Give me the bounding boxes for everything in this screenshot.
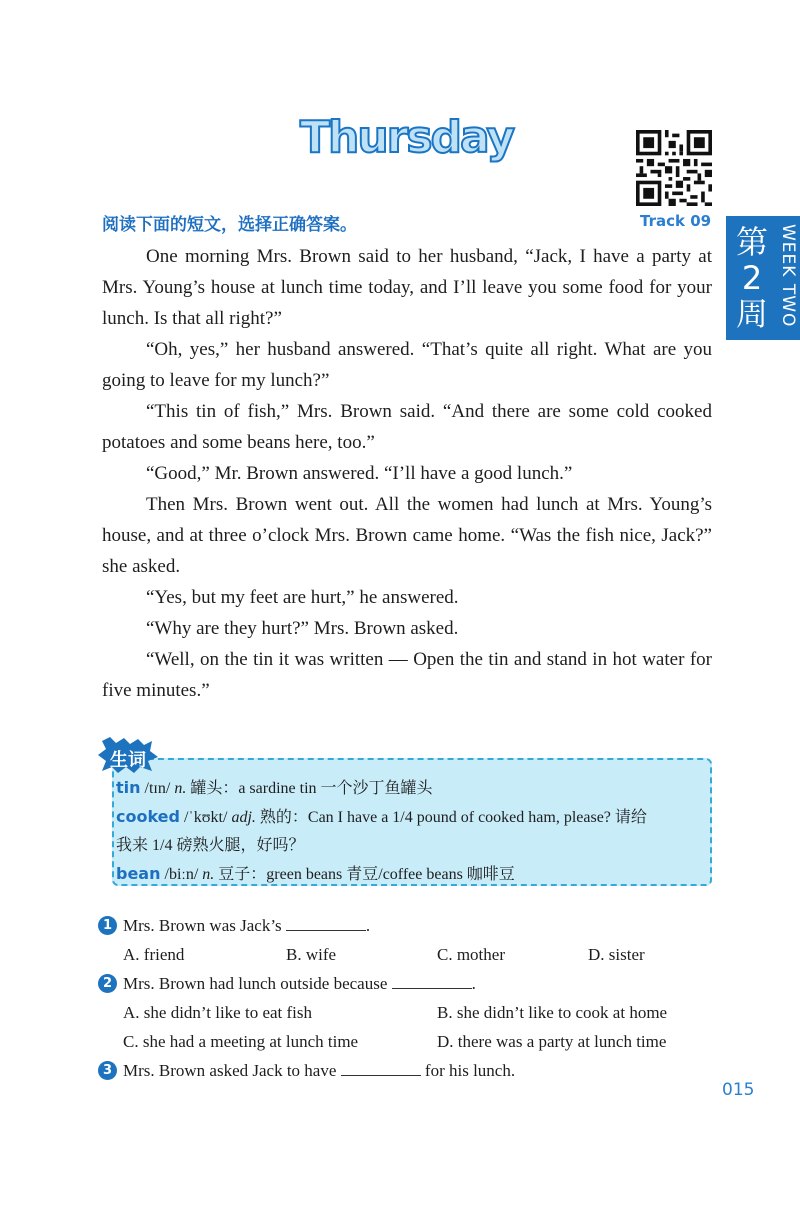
option-c[interactable]: C. mother bbox=[437, 945, 505, 964]
question-number: 2 bbox=[98, 974, 117, 993]
passage-paragraph: One morning Mrs. Brown said to her husband, “Jack, I have a party at Mrs. Young’s house at lunch time today, and I’ll leave you some food for your lunch. Is that all right?” bbox=[102, 246, 712, 329]
vocab-pos: n. bbox=[202, 866, 215, 883]
passage-paragraph: “Why are they hurt?” Mrs. Brown asked. bbox=[146, 618, 459, 639]
vocabulary-label: 生词 bbox=[110, 750, 146, 771]
option-d[interactable]: D. sister bbox=[588, 945, 645, 964]
option-d[interactable]: D. there was a party at lunch time bbox=[437, 1032, 667, 1051]
answer-blank[interactable] bbox=[286, 912, 366, 931]
answer-blank[interactable] bbox=[341, 1057, 421, 1076]
question-item bbox=[98, 1056, 708, 1085]
vocab-entry bbox=[116, 803, 702, 832]
question-item bbox=[98, 969, 708, 998]
question-number: 3 bbox=[98, 1061, 117, 1080]
question-stem: Mrs. Brown asked Jack to have for his lunch. bbox=[123, 1056, 515, 1085]
options-row bbox=[98, 1027, 708, 1056]
passage-paragraph: “Well, on the tin it was written — Open the tin and stand in hot water for five minutes.” bbox=[102, 649, 712, 701]
exercise-instruction: 阅读下面的短文，选择正确答案。 bbox=[102, 215, 357, 235]
answer-blank[interactable] bbox=[392, 970, 472, 989]
option-c[interactable]: C. she had a meeting at lunch time bbox=[123, 1032, 359, 1051]
passage-paragraph: “Good,” Mr. Brown answered. “I’ll have a good lunch.” bbox=[146, 463, 573, 484]
vocab-entry bbox=[116, 774, 702, 803]
vocab-pos: adj. bbox=[231, 809, 256, 826]
vocab-definition: 熟的：Can I have a 1/4 pound of cooked ham, please? 请给 bbox=[259, 809, 647, 826]
passage-paragraph: Then Mrs. Brown went out. All the women had lunch at Mrs. Young’s house, and at three o’clock Mrs. Brown came home. “Was the fish nice, Jack?” she asked. bbox=[102, 494, 712, 577]
vocab-word: bean bbox=[116, 864, 161, 883]
vocab-definition-cont: 我来 1/4 磅熟火腿，好吗？ bbox=[116, 837, 305, 854]
option-a[interactable]: A. she didn’t like to eat fish bbox=[123, 1003, 313, 1022]
vocab-word: tin bbox=[116, 778, 141, 797]
question-stem: Mrs. Brown was Jack’s . bbox=[123, 911, 370, 940]
vocab-entry bbox=[116, 860, 702, 889]
options-row bbox=[98, 998, 708, 1027]
page-number: 015 bbox=[722, 1080, 755, 1100]
qr-code-icon[interactable] bbox=[636, 130, 712, 206]
option-b[interactable]: B. wife bbox=[286, 945, 337, 964]
vocab-definition: 罐头：a sardine tin 一个沙丁鱼罐头 bbox=[190, 780, 433, 797]
vocabulary-list bbox=[116, 774, 702, 889]
vocab-phonetic: /ˈkʊkt/ bbox=[183, 809, 228, 826]
question-stem: Mrs. Brown had lunch outside because . bbox=[123, 969, 476, 998]
option-b[interactable]: B. she didn’t like to cook at home bbox=[437, 1003, 668, 1022]
option-a[interactable]: A. friend bbox=[123, 945, 185, 964]
page-title: Thursday bbox=[300, 112, 514, 163]
audio-track-label[interactable]: Track 09 bbox=[640, 212, 712, 230]
options-row bbox=[98, 940, 708, 969]
vocab-phonetic: /tɪn/ bbox=[144, 780, 171, 797]
passage-paragraph: “Oh, yes,” her husband answered. “That’s quite all right. What are you going to leave for my lunch?” bbox=[102, 339, 712, 391]
reading-passage bbox=[102, 241, 712, 706]
vocab-word: cooked bbox=[116, 807, 180, 826]
question-number: 1 bbox=[98, 916, 117, 935]
week-number-en: WEEK TWO bbox=[778, 224, 798, 328]
week-tab bbox=[726, 216, 800, 340]
vocab-definition: 豆子：green beans 青豆/coffee beans 咖啡豆 bbox=[218, 866, 515, 883]
question-item bbox=[98, 911, 708, 940]
question-list bbox=[98, 911, 708, 1085]
passage-paragraph: “Yes, but my feet are hurt,” he answered. bbox=[146, 587, 459, 608]
passage-paragraph: “This tin of fish,” Mrs. Brown said. “And there are some cold cooked potatoes and some beans here, too.” bbox=[102, 401, 712, 453]
week-number-cn: 第2周 bbox=[735, 223, 768, 333]
vocab-phonetic: /biːn/ bbox=[164, 866, 199, 883]
vocab-pos: n. bbox=[174, 780, 187, 797]
